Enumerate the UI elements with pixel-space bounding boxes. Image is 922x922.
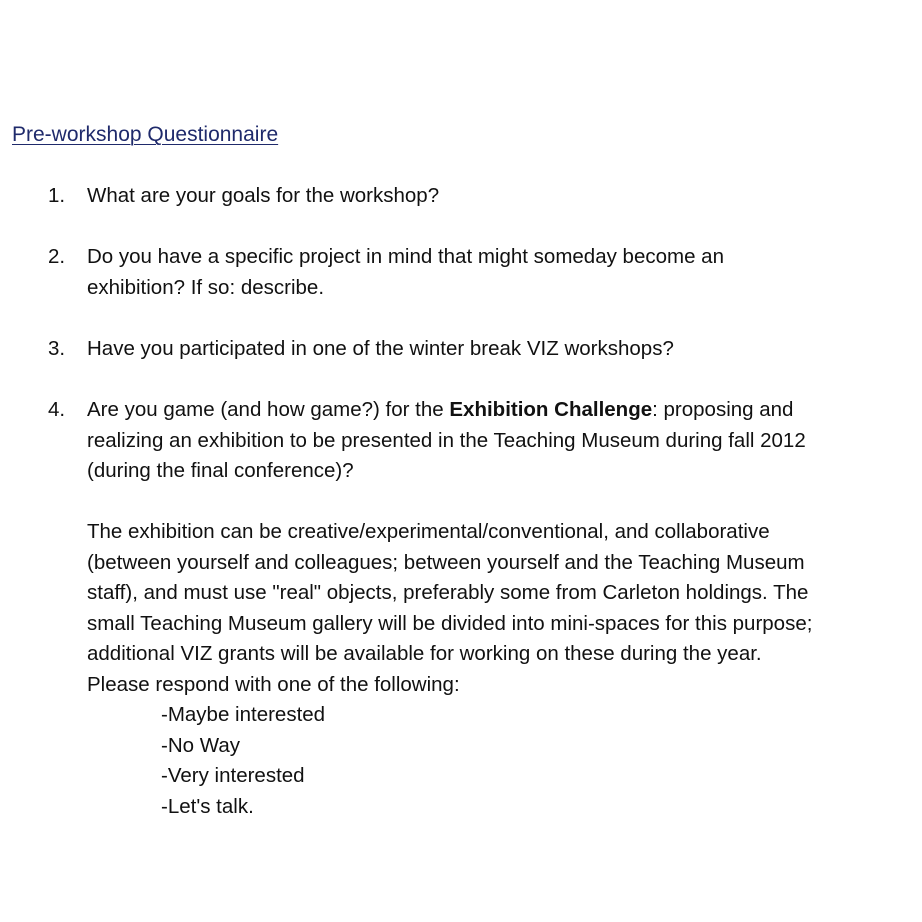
document-title: Pre-workshop Questionnaire [12,123,279,146]
response-option: -Maybe interested [161,703,326,726]
question-4 [48,395,913,487]
question-text-part: Are you game (and how game?) for the [87,398,450,421]
question-number: 3. [48,337,66,360]
question-line: What are your goals for the workshop? [87,184,440,207]
question-number: 1. [48,184,66,207]
question-line: Have you participated in one of the winter break VIZ workshops? [87,337,674,360]
exhibition-challenge-term: Exhibition Challenge [449,398,653,421]
question-text [87,181,913,212]
question-text [87,395,913,487]
question-text [87,242,913,303]
exhibition-description [87,517,917,701]
paragraph-line: (between yourself and colleagues; between yourself and the Teaching Museum [87,550,805,574]
question-line: (during the final conference)? [87,459,354,483]
question-line: Do you have a specific project in mind that might someday become an [87,245,724,268]
paragraph-line: staff), and must use "real" objects, preferably some from Carleton holdings. The [87,581,809,605]
question-2 [48,242,913,303]
question-1 [48,181,913,212]
response-option: -Very interested [161,764,305,788]
question-number: 4. [48,398,66,421]
paragraph-line: The exhibition can be creative/experimental/conventional, and collaborative [87,520,770,543]
question-line: exhibition? If so: describe. [87,275,325,299]
response-options [161,700,325,822]
question-text-part: : proposing and [652,398,794,421]
question-line [87,395,913,426]
question-3 [48,334,913,365]
paragraph-line: Please respond with one of the following: [87,672,460,696]
paragraph-line: small Teaching Museum gallery will be divided into mini-spaces for this purpose; [87,611,813,635]
question-line: realizing an exhibition to be presented in the Teaching Museum during fall 2012 [87,428,806,452]
response-option: -Let's talk. [161,794,254,818]
question-text [87,334,913,365]
question-number: 2. [48,245,66,268]
response-option: -No Way [161,733,240,757]
paragraph-line: additional VIZ grants will be available for working on these during the year. [87,642,762,666]
